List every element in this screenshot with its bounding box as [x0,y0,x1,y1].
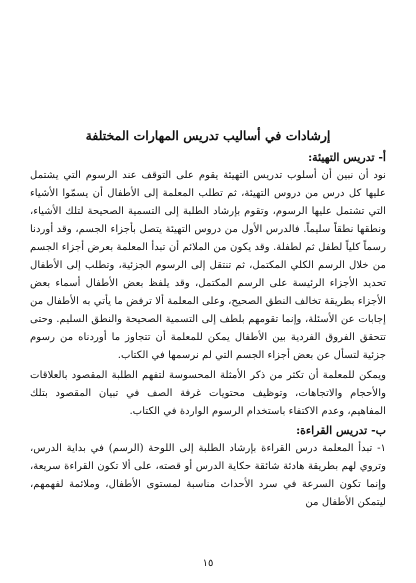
paragraph-a2: ويمكن للمعلمة أن تكثر من ذكر الأمثلة المحسوسة لتفهم الطلبة المقصود بالعلاقات والأحجام والاتجاهات، وتوظيف محتويات غرفة الصف في تبيان المقصود بتلك المفاهيم، وعدم الاكتفاء باستخدام الرسوم الواردة في الكتاب. [30,370,386,417]
paragraph-b1: ١- تبدأ المعلمة درس القراءة بإرشاد الطلبة إلى اللوحة (الرسم) في بداية الدرس، وتروي لهم بطريقة هادئة شائقة حكاية الدرس أو قصته، على ألا تكون القراءة سريعة، وإنما تكون السرعة في سرد الأحداث مناسبة لمستوى الأطفال، وملائمة لفهمهم، ليتمكن الأطفال من [30,443,386,508]
page-number: ١٥ [202,558,214,569]
section-heading-b: ب- تدريس القراءة: [296,424,386,437]
section-heading-a: أ- تدريس التهيئة: [308,151,386,164]
main-heading: إرشادات في أساليب تدريس المهارات المختلفة [85,128,331,143]
paragraph-a1: نود أن نبين أن أسلوب تدريس التهيئة يقوم على التوقف عند الرسوم التي يشتمل عليها كل درس من دروس التهيئة، ثم تطلب المعلمة إلى الأطفال أن يسمّوا الأشياء التي تشتمل عليها الرسوم، وتقوم بإرشاد الطلبة إلى التسمية الصحيحة لتلك الأشياء، ونطقها نطقاً سليماً. فالدرس الأول من دروس التهيئة يتصل بأجزاء الجسم، وقد أوردنا رسماً كلياً لطفل ثم لطفلة. وقد يكون من الملائم أن تبدأ المعلمة بعرض أجزاء الجسم من خلال الرسم الكلي المكتمل، ثم تنتقل إلى الرسوم الجزئية، وتطلب إلى الأطفال تحديد الأجزاء الرئيسة على الرسم المكتمل، وقد يلفظ بعض الأطفال أسماء بعض الأجزاء بطريقة تخالف النطق الصحيح، وعلى المعلمة ألا ترفض ما يأتي به الأطفال من إجابات عن الأسئلة، وإنما تقومهم بلطف إلى التسمية الصحيحة والنطق السليم. وحتى تتحقق الفروق الفردية بين الأطفال يمكن للمعلمة أن تتجاوز ما أوردناه من رسوم جزئية لتسأل عن بعض أجزاء الجسم التي لم نرسمها في الكتاب. [30,170,386,361]
